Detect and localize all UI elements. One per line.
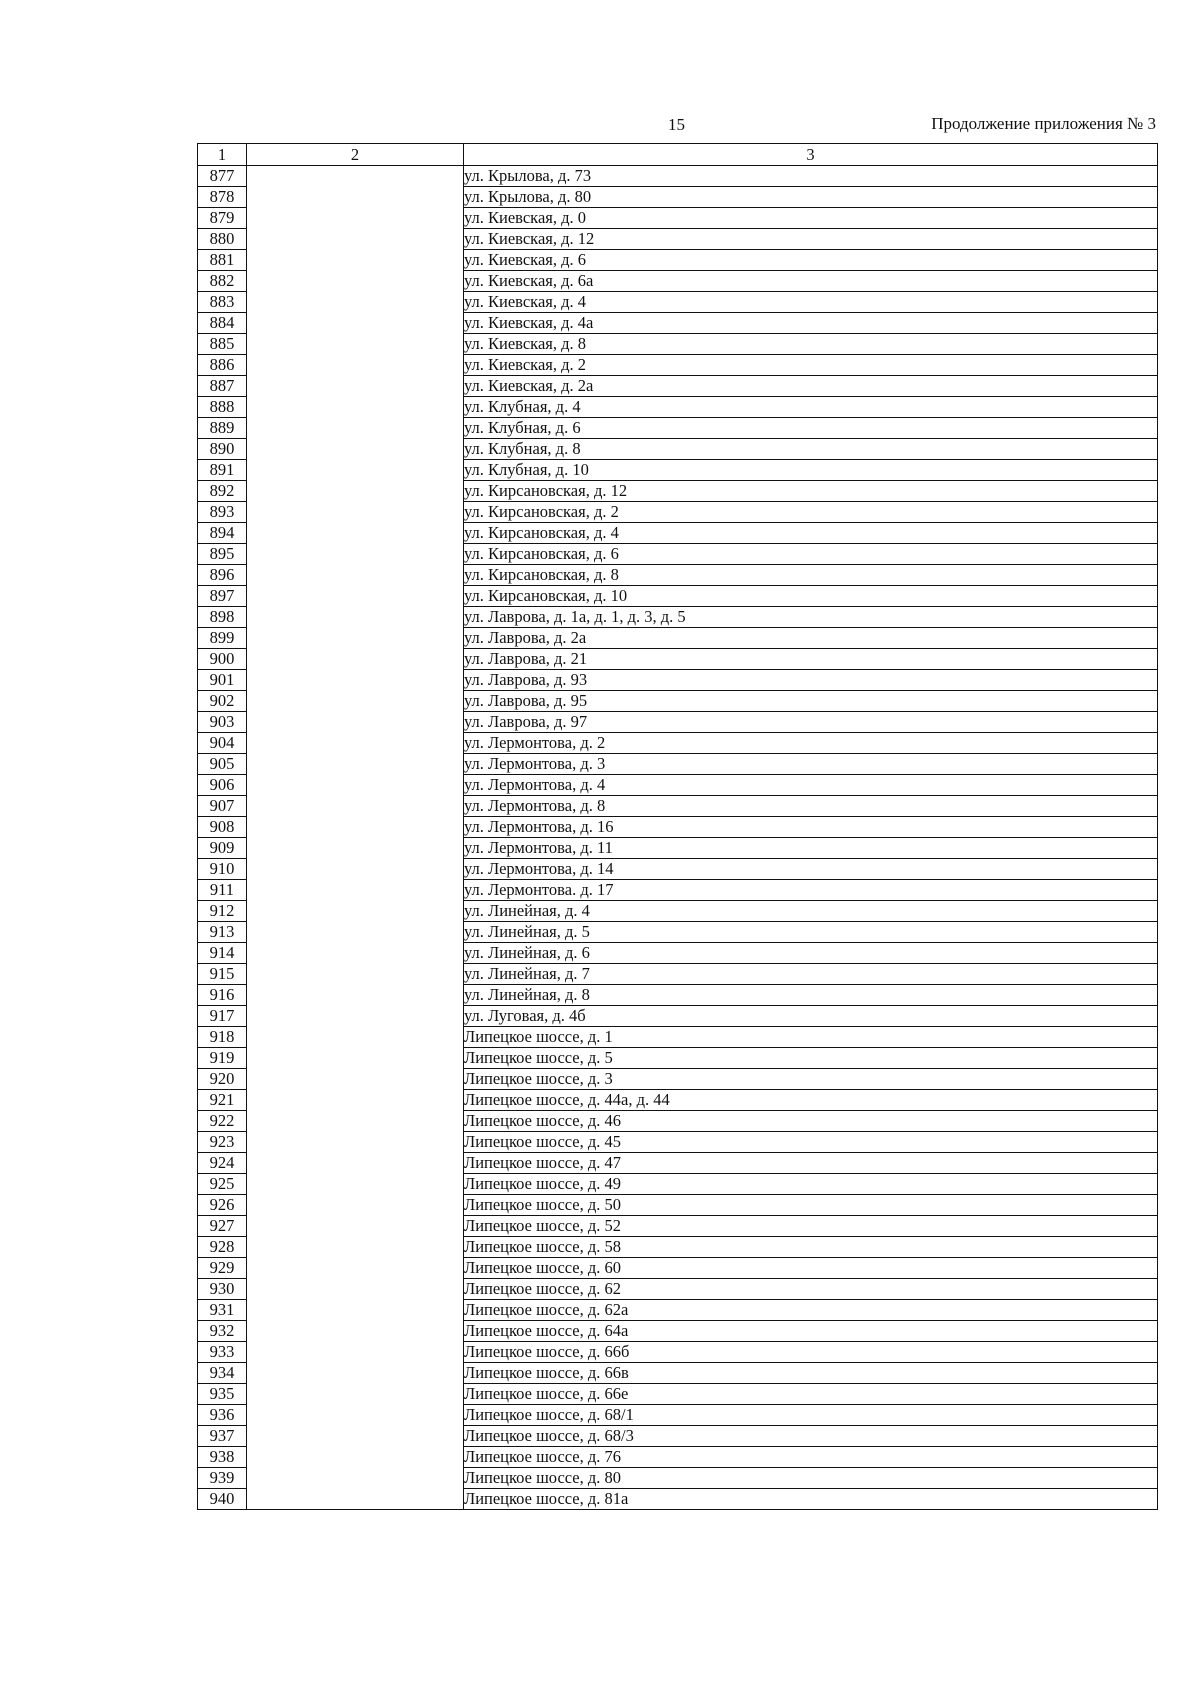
row-address: ул. Киевская, д. 2а xyxy=(464,376,1158,397)
column-2-empty-cell xyxy=(247,166,464,1510)
row-address: Липецкое шоссе, д. 66в xyxy=(464,1363,1158,1384)
row-number: 884 xyxy=(198,313,247,334)
row-address: ул. Лермонтова, д. 3 xyxy=(464,754,1158,775)
row-address: ул. Лермонтова, д. 2 xyxy=(464,733,1158,754)
row-address: ул. Лермонтова, д. 16 xyxy=(464,817,1158,838)
row-address: ул. Киевская, д. 8 xyxy=(464,334,1158,355)
row-address: ул. Кирсановская, д. 12 xyxy=(464,481,1158,502)
row-address: ул. Киевская, д. 12 xyxy=(464,229,1158,250)
row-number: 907 xyxy=(198,796,247,817)
row-number: 922 xyxy=(198,1111,247,1132)
row-number: 881 xyxy=(198,250,247,271)
row-address: ул. Киевская, д. 0 xyxy=(464,208,1158,229)
row-number: 927 xyxy=(198,1216,247,1237)
row-number: 897 xyxy=(198,586,247,607)
row-number: 879 xyxy=(198,208,247,229)
row-number: 924 xyxy=(198,1153,247,1174)
row-address: ул. Клубная, д. 4 xyxy=(464,397,1158,418)
row-number: 892 xyxy=(198,481,247,502)
appendix-note: Продолжение приложения № 3 xyxy=(931,114,1156,133)
row-number: 906 xyxy=(198,775,247,796)
row-number: 934 xyxy=(198,1363,247,1384)
row-address: Липецкое шоссе, д. 49 xyxy=(464,1174,1158,1195)
row-number: 938 xyxy=(198,1447,247,1468)
row-address: ул. Кирсановская, д. 6 xyxy=(464,544,1158,565)
row-number: 917 xyxy=(198,1006,247,1027)
row-address: Липецкое шоссе, д. 81а xyxy=(464,1489,1158,1510)
row-address: Липецкое шоссе, д. 68/3 xyxy=(464,1426,1158,1447)
row-number: 936 xyxy=(198,1405,247,1426)
row-address: Липецкое шоссе, д. 62 xyxy=(464,1279,1158,1300)
row-address: Липецкое шоссе, д. 52 xyxy=(464,1216,1158,1237)
row-address: ул. Лермонтова, д. 14 xyxy=(464,859,1158,880)
column-header-1: 1 xyxy=(198,144,247,166)
row-number: 886 xyxy=(198,355,247,376)
row-address: ул. Крылова, д. 80 xyxy=(464,187,1158,208)
row-number: 895 xyxy=(198,544,247,565)
row-address: ул. Кирсановская, д. 2 xyxy=(464,502,1158,523)
row-address: ул. Лермонтова, д. 4 xyxy=(464,775,1158,796)
row-address: Липецкое шоссе, д. 66е xyxy=(464,1384,1158,1405)
row-number: 916 xyxy=(198,985,247,1006)
row-number: 929 xyxy=(198,1258,247,1279)
row-number: 915 xyxy=(198,964,247,985)
row-number: 933 xyxy=(198,1342,247,1363)
row-address: ул. Лаврова, д. 21 xyxy=(464,649,1158,670)
row-number: 899 xyxy=(198,628,247,649)
row-number: 920 xyxy=(198,1069,247,1090)
row-number: 900 xyxy=(198,649,247,670)
row-number: 925 xyxy=(198,1174,247,1195)
row-address: ул. Киевская, д. 6 xyxy=(464,250,1158,271)
row-number: 898 xyxy=(198,607,247,628)
row-address: ул. Киевская, д. 4а xyxy=(464,313,1158,334)
page-number: 15 xyxy=(668,115,685,134)
row-number: 905 xyxy=(198,754,247,775)
row-number: 896 xyxy=(198,565,247,586)
row-number: 928 xyxy=(198,1237,247,1258)
row-number: 937 xyxy=(198,1426,247,1447)
row-number: 901 xyxy=(198,670,247,691)
row-address: ул. Кирсановская, д. 4 xyxy=(464,523,1158,544)
row-number: 902 xyxy=(198,691,247,712)
row-address: Липецкое шоссе, д. 47 xyxy=(464,1153,1158,1174)
row-address: ул. Лаврова, д. 95 xyxy=(464,691,1158,712)
row-number: 878 xyxy=(198,187,247,208)
row-address: Липецкое шоссе, д. 68/1 xyxy=(464,1405,1158,1426)
row-number: 890 xyxy=(198,439,247,460)
row-address: Липецкое шоссе, д. 66б xyxy=(464,1342,1158,1363)
table-header-row xyxy=(198,144,1158,166)
row-address: ул. Линейная, д. 5 xyxy=(464,922,1158,943)
row-number: 908 xyxy=(198,817,247,838)
row-number: 913 xyxy=(198,922,247,943)
address-table xyxy=(197,143,1158,1510)
row-address: ул. Киевская, д. 2 xyxy=(464,355,1158,376)
row-number: 939 xyxy=(198,1468,247,1489)
row-number: 880 xyxy=(198,229,247,250)
row-address: Липецкое шоссе, д. 60 xyxy=(464,1258,1158,1279)
column-header-3: 3 xyxy=(464,144,1158,166)
row-address: ул. Киевская, д. 6а xyxy=(464,271,1158,292)
row-number: 940 xyxy=(198,1489,247,1510)
row-number: 911 xyxy=(198,880,247,901)
row-address: ул. Линейная, д. 7 xyxy=(464,964,1158,985)
row-number: 891 xyxy=(198,460,247,481)
row-address: ул. Кирсановская, д. 10 xyxy=(464,586,1158,607)
row-number: 888 xyxy=(198,397,247,418)
row-number: 935 xyxy=(198,1384,247,1405)
row-number: 882 xyxy=(198,271,247,292)
row-address: ул. Линейная, д. 8 xyxy=(464,985,1158,1006)
row-number: 921 xyxy=(198,1090,247,1111)
row-address: Липецкое шоссе, д. 76 xyxy=(464,1447,1158,1468)
row-address: Липецкое шоссе, д. 58 xyxy=(464,1237,1158,1258)
row-address: Липецкое шоссе, д. 1 xyxy=(464,1027,1158,1048)
row-address: ул. Линейная, д. 4 xyxy=(464,901,1158,922)
row-number: 912 xyxy=(198,901,247,922)
row-number: 877 xyxy=(198,166,247,187)
row-address: Липецкое шоссе, д. 50 xyxy=(464,1195,1158,1216)
row-number: 910 xyxy=(198,859,247,880)
row-address: Липецкое шоссе, д. 5 xyxy=(464,1048,1158,1069)
row-number: 887 xyxy=(198,376,247,397)
row-address: ул. Клубная, д. 6 xyxy=(464,418,1158,439)
row-number: 883 xyxy=(198,292,247,313)
row-address: ул. Лермонтова, д. 11 xyxy=(464,838,1158,859)
row-address: Липецкое шоссе, д. 44а, д. 44 xyxy=(464,1090,1158,1111)
row-address: Липецкое шоссе, д. 62а xyxy=(464,1300,1158,1321)
row-number: 889 xyxy=(198,418,247,439)
row-address: ул. Лаврова, д. 97 xyxy=(464,712,1158,733)
row-address: ул. Линейная, д. 6 xyxy=(464,943,1158,964)
row-number: 885 xyxy=(198,334,247,355)
row-address: ул. Лермонтова, д. 8 xyxy=(464,796,1158,817)
row-address: ул. Лаврова, д. 93 xyxy=(464,670,1158,691)
row-number: 893 xyxy=(198,502,247,523)
row-number: 894 xyxy=(198,523,247,544)
row-number: 923 xyxy=(198,1132,247,1153)
column-header-2: 2 xyxy=(247,144,464,166)
row-address: ул. Луговая, д. 4б xyxy=(464,1006,1158,1027)
row-address: Липецкое шоссе, д. 3 xyxy=(464,1069,1158,1090)
row-number: 904 xyxy=(198,733,247,754)
row-address: ул. Лаврова, д. 2а xyxy=(464,628,1158,649)
row-address: Липецкое шоссе, д. 64а xyxy=(464,1321,1158,1342)
row-address: ул. Лаврова, д. 1а, д. 1, д. 3, д. 5 xyxy=(464,607,1158,628)
row-number: 903 xyxy=(198,712,247,733)
row-number: 919 xyxy=(198,1048,247,1069)
row-address: ул. Крылова, д. 73 xyxy=(464,166,1158,187)
row-number: 930 xyxy=(198,1279,247,1300)
row-address: ул. Клубная, д. 8 xyxy=(464,439,1158,460)
table-row xyxy=(198,166,1158,187)
row-address: Липецкое шоссе, д. 46 xyxy=(464,1111,1158,1132)
row-address: ул. Кирсановская, д. 8 xyxy=(464,565,1158,586)
row-number: 918 xyxy=(198,1027,247,1048)
row-address: Липецкое шоссе, д. 45 xyxy=(464,1132,1158,1153)
row-address: ул. Киевская, д. 4 xyxy=(464,292,1158,313)
table-body xyxy=(198,166,1158,1510)
row-number: 909 xyxy=(198,838,247,859)
row-number: 931 xyxy=(198,1300,247,1321)
row-address: ул. Лермонтова. д. 17 xyxy=(464,880,1158,901)
row-number: 914 xyxy=(198,943,247,964)
row-number: 932 xyxy=(198,1321,247,1342)
row-address: ул. Клубная, д. 10 xyxy=(464,460,1158,481)
row-address: Липецкое шоссе, д. 80 xyxy=(464,1468,1158,1489)
row-number: 926 xyxy=(198,1195,247,1216)
